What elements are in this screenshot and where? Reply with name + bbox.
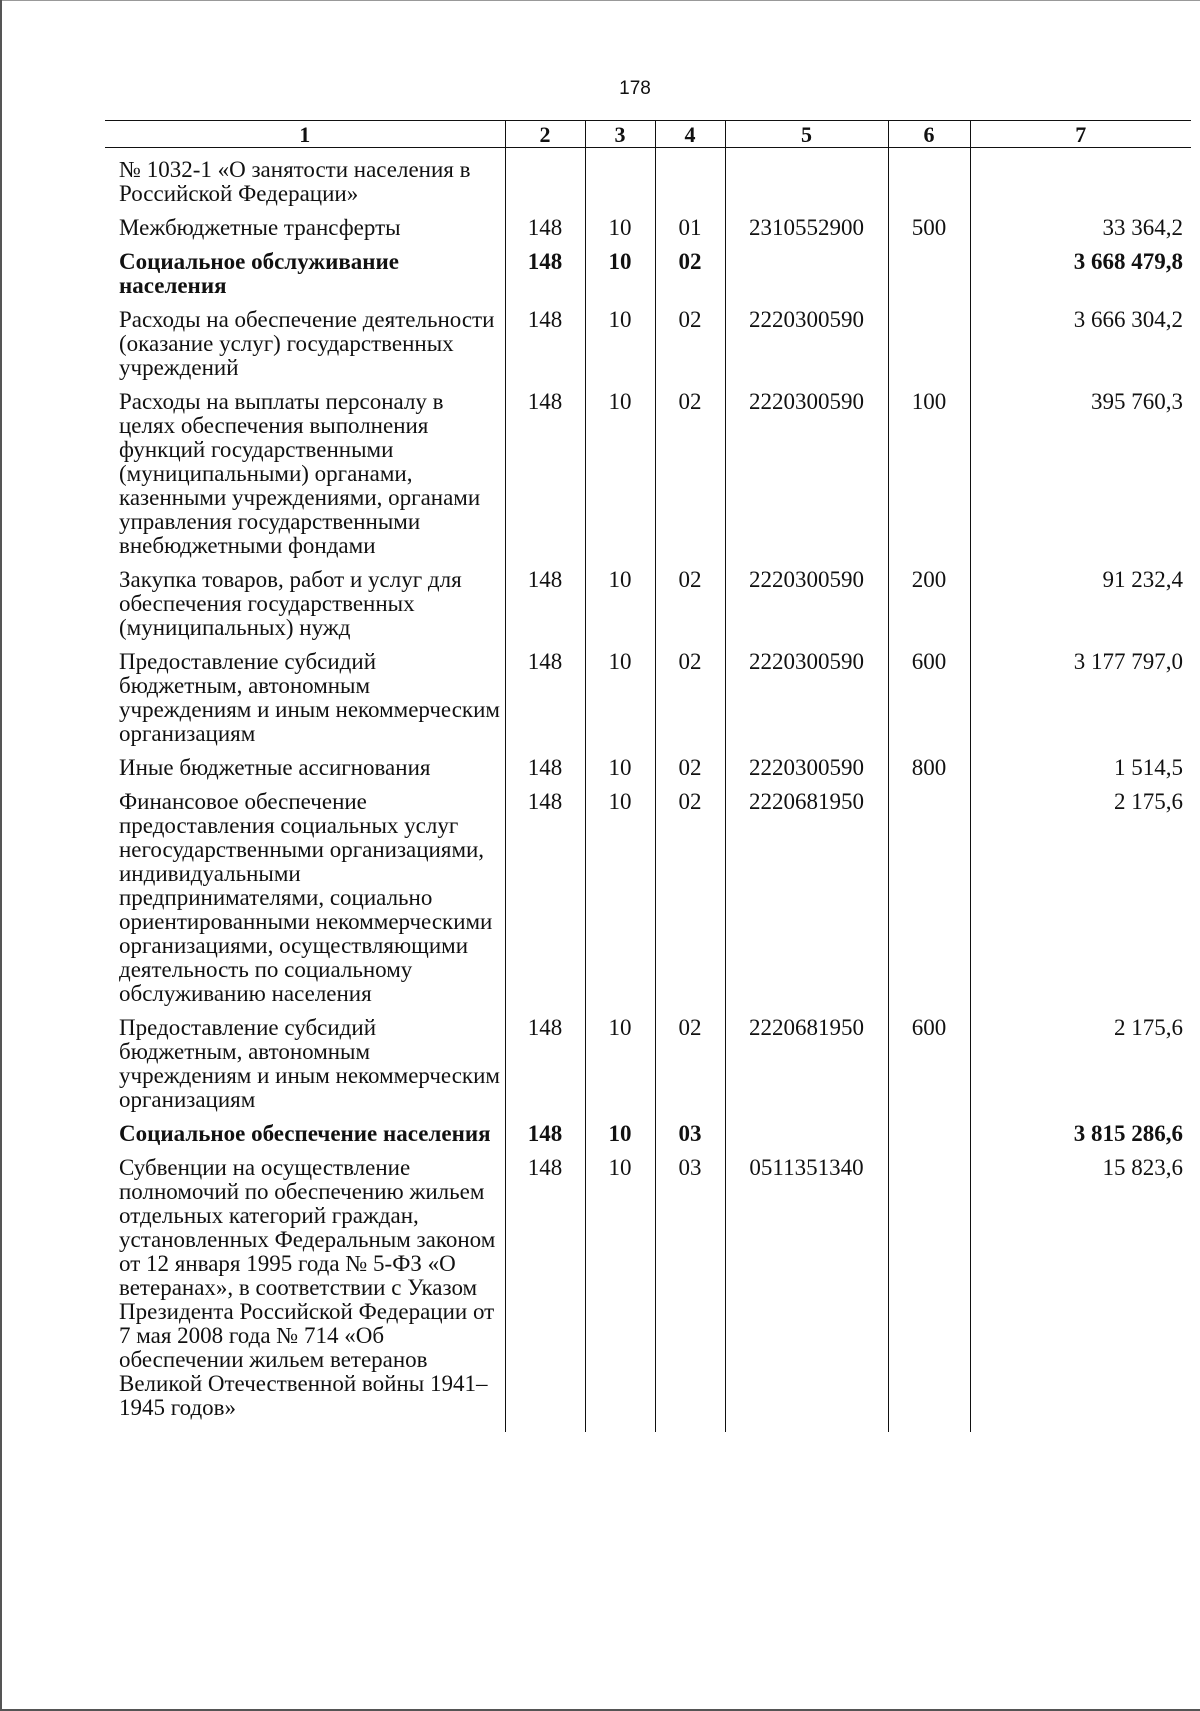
subsection-code: 02 xyxy=(655,240,725,298)
table-row xyxy=(105,240,1191,298)
grbs-code: 148 xyxy=(505,558,585,640)
table-spacer-row xyxy=(105,1420,1191,1432)
section-code: 10 xyxy=(585,298,655,380)
amount: 3 815 286,6 xyxy=(970,1112,1191,1146)
expense-type-code xyxy=(888,1146,970,1420)
row-name: Иные бюджетные ассигнования xyxy=(119,755,431,780)
row-name: Предоставление субсидий бюджетным, автономным учреждениям и иным некоммерческим организациям xyxy=(119,649,500,746)
expense-type-code: 500 xyxy=(888,206,970,240)
row-name: Субвенции на осуществление полномочий по обеспечению жильем отдельных категорий граждан, установленных Федеральным законом от 12 января 1995 года № 5-ФЗ «О ветеранах», в соответствии с Указом Президента Российской Федерации от 7 мая 2008 года № 714 «Об обеспечении жильем ветеранов Великой Отечественной войны 1941–1945 годов» xyxy=(119,1155,496,1420)
header-row xyxy=(105,121,1191,148)
col-header-7: 7 xyxy=(970,121,1191,148)
target-article-code: 0511351340 xyxy=(725,1146,888,1420)
section-code: 10 xyxy=(585,780,655,1006)
target-article-code: 2220681950 xyxy=(725,1006,888,1112)
target-article-code: 2220300590 xyxy=(725,298,888,380)
section-code xyxy=(585,148,655,207)
grbs-code: 148 xyxy=(505,206,585,240)
grbs-code: 148 xyxy=(505,240,585,298)
expense-type-code: 600 xyxy=(888,1006,970,1112)
subsection-code: 02 xyxy=(655,558,725,640)
section-code: 10 xyxy=(585,1006,655,1112)
expense-type-code: 600 xyxy=(888,640,970,746)
table-row xyxy=(105,558,1191,640)
amount: 3 177 797,0 xyxy=(970,640,1191,746)
target-article-code: 2220300590 xyxy=(725,640,888,746)
grbs-code xyxy=(505,148,585,207)
col-header-3: 3 xyxy=(585,121,655,148)
target-article-code: 2220300590 xyxy=(725,558,888,640)
table-row xyxy=(105,780,1191,1006)
amount: 3 666 304,2 xyxy=(970,298,1191,380)
budget-table xyxy=(105,120,1191,1432)
table-body xyxy=(105,148,1191,1433)
scan-left-edge xyxy=(0,0,2,1711)
target-article-code: 2220300590 xyxy=(725,380,888,558)
subsection-code: 02 xyxy=(655,1006,725,1112)
table-row xyxy=(105,206,1191,240)
table-row xyxy=(105,640,1191,746)
expense-type-code: 800 xyxy=(888,746,970,780)
subsection-code: 02 xyxy=(655,780,725,1006)
amount: 395 760,3 xyxy=(970,380,1191,558)
amount: 2 175,6 xyxy=(970,780,1191,1006)
subsection-code: 02 xyxy=(655,380,725,558)
grbs-code: 148 xyxy=(505,780,585,1006)
target-article-code: 2220681950 xyxy=(725,780,888,1006)
grbs-code: 148 xyxy=(505,380,585,558)
table-row xyxy=(105,298,1191,380)
grbs-code: 148 xyxy=(505,1006,585,1112)
row-name: Финансовое обеспечение предоставления социальных услуг негосударственными организациями, индивидуальными предпринимателями, социально ориентированными некоммерческими организациями, осуществляющими деятельность по социальному обслуживанию населения xyxy=(119,789,493,1006)
subsection-code: 03 xyxy=(655,1112,725,1146)
row-name: № 1032-1 «О занятости населения в Российской Федерации» xyxy=(119,157,471,206)
expense-type-code xyxy=(888,148,970,207)
row-name: Закупка товаров, работ и услуг для обеспечения государственных (муниципальных) нужд xyxy=(119,567,462,640)
grbs-code: 148 xyxy=(505,1146,585,1420)
grbs-code: 148 xyxy=(505,746,585,780)
expense-type-code xyxy=(888,1112,970,1146)
row-name: Социальное обеспечение населения xyxy=(119,1121,491,1146)
target-article-code: 2220300590 xyxy=(725,746,888,780)
table-row xyxy=(105,1146,1191,1420)
section-code: 10 xyxy=(585,558,655,640)
row-name: Социальное обслуживание населения xyxy=(119,249,399,298)
expense-type-code xyxy=(888,780,970,1006)
grbs-code: 148 xyxy=(505,640,585,746)
table-row xyxy=(105,1112,1191,1146)
target-article-code xyxy=(725,1112,888,1146)
amount: 33 364,2 xyxy=(970,206,1191,240)
grbs-code: 148 xyxy=(505,298,585,380)
amount: 2 175,6 xyxy=(970,1006,1191,1112)
row-name: Предоставление субсидий бюджетным, автономным учреждениям и иным некоммерческим организациям xyxy=(119,1015,500,1112)
table-row xyxy=(105,380,1191,558)
row-name: Межбюджетные трансферты xyxy=(119,215,401,240)
target-article-code xyxy=(725,148,888,207)
expense-type-code: 200 xyxy=(888,558,970,640)
col-header-6: 6 xyxy=(888,121,970,148)
expense-type-code xyxy=(888,240,970,298)
table-row xyxy=(105,148,1191,207)
section-code: 10 xyxy=(585,206,655,240)
subsection-code: 02 xyxy=(655,298,725,380)
col-header-4: 4 xyxy=(655,121,725,148)
section-code: 10 xyxy=(585,746,655,780)
section-code: 10 xyxy=(585,640,655,746)
table-row xyxy=(105,746,1191,780)
amount: 15 823,6 xyxy=(970,1146,1191,1420)
section-code: 10 xyxy=(585,1146,655,1420)
row-name: Расходы на выплаты персоналу в целях обеспечения выполнения функций государственными (муниципальными) органами, казенными учреждениями, органами управления государственными внебюджетными фондами xyxy=(119,389,481,558)
amount: 3 668 479,8 xyxy=(970,240,1191,298)
row-name: Расходы на обеспечение деятельности (оказание услуг) государственных учреждений xyxy=(119,307,495,380)
table-row xyxy=(105,1006,1191,1112)
col-header-1: 1 xyxy=(105,121,505,148)
amount: 1 514,5 xyxy=(970,746,1191,780)
col-header-2: 2 xyxy=(505,121,585,148)
page-number: 178 xyxy=(619,78,651,99)
grbs-code: 148 xyxy=(505,1112,585,1146)
target-article-code: 2310552900 xyxy=(725,206,888,240)
section-code: 10 xyxy=(585,380,655,558)
col-header-5: 5 xyxy=(725,121,888,148)
target-article-code xyxy=(725,240,888,298)
expense-type-code xyxy=(888,298,970,380)
scan-top-edge xyxy=(0,0,1200,1)
subsection-code: 01 xyxy=(655,206,725,240)
amount: 91 232,4 xyxy=(970,558,1191,640)
section-code: 10 xyxy=(585,240,655,298)
section-code: 10 xyxy=(585,1112,655,1146)
expense-type-code: 100 xyxy=(888,380,970,558)
subsection-code xyxy=(655,148,725,207)
subsection-code: 02 xyxy=(655,746,725,780)
amount xyxy=(970,148,1191,207)
subsection-code: 03 xyxy=(655,1146,725,1420)
subsection-code: 02 xyxy=(655,640,725,746)
